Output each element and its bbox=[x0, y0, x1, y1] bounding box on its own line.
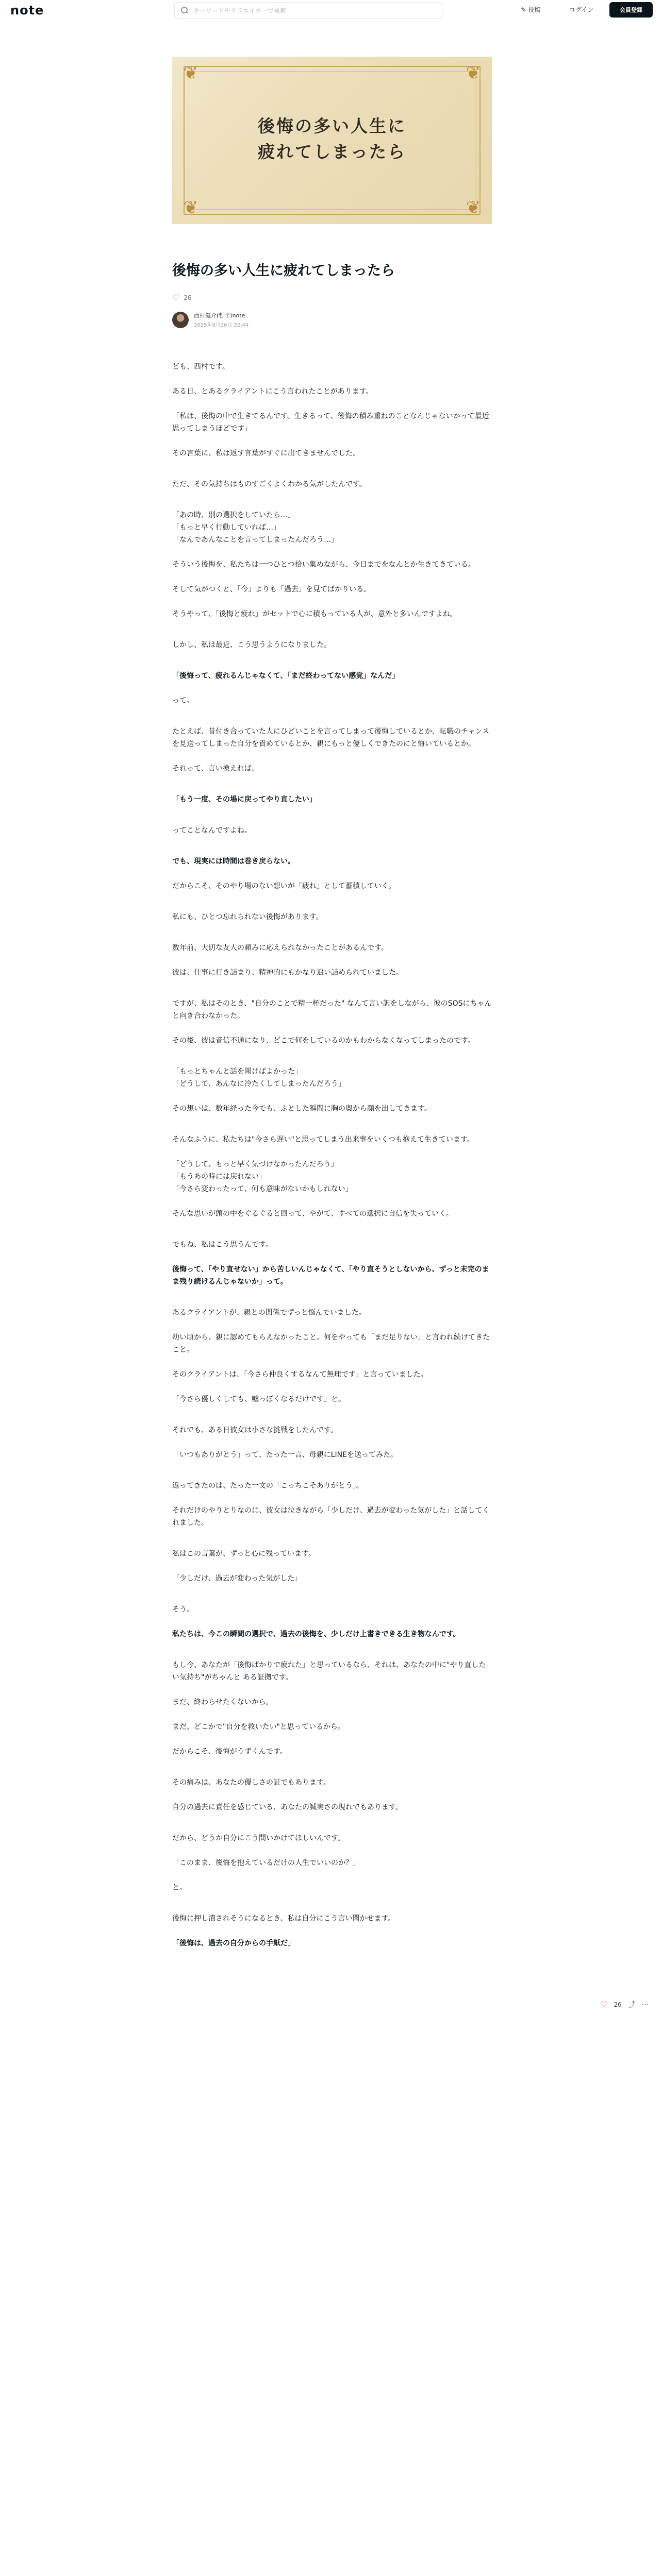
heart-icon[interactable]: ♡ bbox=[172, 293, 180, 302]
paragraph: だからこそ、そのやり場のない想いが「疲れ」として蓄積していく。 bbox=[172, 882, 396, 890]
paragraph: まだ、終わらせたくないから。 bbox=[172, 1698, 273, 1706]
paragraph: 幼い頃から、親に認めてもらえなかったこと。何をやっても「まだ足りない」と言われ続けてきたこと。 bbox=[172, 1333, 490, 1354]
site-header bbox=[0, 0, 662, 22]
paragraph: 返ってきたのは、たった一文の「こっちこそありがとう」。 bbox=[172, 1482, 363, 1490]
search-icon bbox=[181, 7, 188, 14]
article-body bbox=[172, 361, 492, 1962]
paragraph: 「少しだけ、過去が変わった気がした」 bbox=[172, 1574, 302, 1583]
paragraph: その後、彼は音信不通になり、どこで何をしているのかもわからなくなってしまったのです。 bbox=[172, 1037, 475, 1045]
paragraph: 私はこの言葉が、ずっと心に残っています。 bbox=[172, 1550, 316, 1558]
paragraph: って。 bbox=[172, 697, 194, 705]
share-icon[interactable]: ⤴ bbox=[627, 2000, 636, 2009]
paragraph: その言葉に、私は返す言葉がすぐに出てきませんでした。 bbox=[172, 449, 360, 457]
ornament-icon: ❦ bbox=[183, 197, 198, 218]
signup-button[interactable]: 会員登録 bbox=[609, 2, 653, 18]
paragraph: そういう後悔を、私たちは一つひとつ拾い集めながら、今日までをなんとか生きてきている。 bbox=[172, 561, 475, 569]
paragraph: その想いは、数年経った今でも、ふとした瞬間に胸の奥から顔を出してきます。 bbox=[172, 1105, 432, 1113]
paragraph: 「後悔って、疲れるんじゃなくて、「まだ終わってない感覚」なんだ」 bbox=[172, 672, 400, 680]
side-actions bbox=[600, 1999, 649, 2010]
paragraph: しかし、私は最近、こう思うようになりました。 bbox=[172, 641, 331, 649]
paragraph: 「後悔は、過去の自分からの手紙だ」 bbox=[172, 1939, 295, 1947]
paragraph: そんなふうに、私たちは"今さら遅い"と思ってしまう出来事をいくつも抱えて生きています。 bbox=[172, 1136, 474, 1144]
paragraph: 「いつもありがとう」って、たった一言、母親にLINEを送ってみた。 bbox=[172, 1451, 398, 1459]
cover-image bbox=[172, 57, 492, 224]
paragraph: でも、現実には時間は巻き戻らない。 bbox=[172, 857, 295, 866]
more-menu-icon[interactable]: ⋯ bbox=[641, 2000, 649, 2009]
post-label: 投稿 bbox=[528, 6, 541, 13]
paragraph: ですが、私はそのとき、"自分のことで精一杯だった" なんて言い訳をしながら、彼のSOSにちゃんと向き合わなかった。 bbox=[172, 999, 492, 1020]
paragraph: 「もう一度、その場に戻ってやり直したい」 bbox=[172, 795, 317, 804]
paragraph: それって、言い換えれば、 bbox=[172, 765, 259, 773]
search-box[interactable] bbox=[174, 2, 442, 19]
paragraph: 「どうして、もっと早く気づけなかったんだろう」 「もうあの時には戻れない」 「今さら変わったって、何も意味がないかもしれない」 bbox=[172, 1160, 353, 1193]
paragraph: それだけのやりとりなのに、彼女は泣きながら「少しだけ、過去が変わった気がした」と話してくれました。 bbox=[172, 1506, 490, 1527]
ornament-icon: ❦ bbox=[466, 63, 481, 83]
author-name[interactable]: 西村健介(哲学)note bbox=[194, 312, 245, 319]
paragraph: そして気がつくと、「今」よりも「過去」を見てばかりいる。 bbox=[172, 585, 371, 594]
article-title: 後悔の多い人生に疲れてしまったら bbox=[172, 263, 395, 279]
paragraph: あるクライアントが、親との関係でずっと悩んでいました。 bbox=[172, 1309, 366, 1317]
paragraph: そうやって、「後悔と疲れ」がセットで心に積もっている人が、意外と多いんですよね。 bbox=[172, 610, 457, 618]
paragraph: そのクライアントは、「今さら仲良くするなんて無理です」と言っていました。 bbox=[172, 1370, 428, 1379]
ornament-icon: ❦ bbox=[183, 63, 198, 83]
paragraph: そう。 bbox=[172, 1605, 194, 1614]
author-meta bbox=[194, 311, 249, 328]
paragraph: だから、どうか自分にこう問いかけてほしいんです。 bbox=[172, 1834, 345, 1842]
login-link[interactable]: ログイン bbox=[569, 6, 594, 13]
paragraph: ってことなんですよね。 bbox=[172, 826, 252, 835]
paragraph: その痛みは、あなたの優しさの証でもあります。 bbox=[172, 1778, 330, 1787]
ornament-icon: ❦ bbox=[466, 197, 481, 218]
pen-icon: ✎ bbox=[521, 6, 526, 13]
cover-title bbox=[172, 113, 492, 165]
paragraph: そんな思いが頭の中をぐるぐると回って、やがて、すべての選択に自信を失っていく。 bbox=[172, 1210, 453, 1218]
paragraph: と。 bbox=[172, 1884, 187, 1892]
post-button[interactable] bbox=[521, 5, 540, 14]
paragraph: 「あの時、別の選択をしていたら…」 「もっと早く行動していれば…」 「なんであんなことを言ってしまったんだろう…」 bbox=[172, 511, 338, 544]
note-logo[interactable]: note bbox=[10, 3, 44, 18]
author-info[interactable] bbox=[172, 311, 249, 328]
paragraph: 後悔に押し潰されそうになるとき、私は自分にこう言い聞かせます。 bbox=[172, 1914, 395, 1923]
avatar[interactable] bbox=[172, 312, 189, 328]
like-counter[interactable] bbox=[172, 293, 192, 302]
paragraph: だからこそ、後悔がうずくんです。 bbox=[172, 1748, 287, 1756]
paragraph: 後悔って、「やり直せない」から苦しいんじゃなくて、「やり直そうとしないから、ずっと未完のまま残り続けるんじゃないか」って。 bbox=[172, 1265, 489, 1286]
paragraph: 私にも、ひとつ忘れられない後悔があります。 bbox=[172, 913, 323, 921]
paragraph: たとえば、昔付き合っていた人にひどいことを言ってしまって後悔しているとか、転職のチャンスを見送ってしまった自分を責めているとか、親にもっと優しくできたのにと悔いているとか。 bbox=[172, 727, 490, 748]
paragraph: 「今さら優しくしても、嘘っぽくなるだけです」と。 bbox=[172, 1395, 345, 1403]
cover-title-line-1: 後悔の多い人生に bbox=[258, 116, 406, 136]
paragraph: 自分の過去に責任を感じている、あなたの誠実さの現れでもあります。 bbox=[172, 1803, 403, 1811]
cover-title-line-2: 疲れてしまったら bbox=[258, 142, 406, 162]
paragraph: 数年前、大切な友人の頼みに応えられなかったことがあるんです。 bbox=[172, 944, 388, 952]
paragraph: ある日、とあるクライアントにこう言われたことがあります。 bbox=[172, 387, 373, 396]
paragraph: 「このまま、後悔を抱えているだけの人生でいいのか？」 bbox=[172, 1859, 360, 1867]
like-count: 26 bbox=[184, 294, 192, 301]
paragraph: 「私は、後悔の中で生きてるんです。生きるって、後悔の積み重ねのことなんじゃないかって最近思ってしまうほどです」 bbox=[172, 412, 489, 433]
paragraph: それでも、ある日彼女は小さな挑戦をしたんです。 bbox=[172, 1426, 338, 1434]
paragraph: ども、西村です。 bbox=[172, 363, 229, 371]
publish-date: 2025年9月26日 22:44 bbox=[194, 323, 249, 328]
paragraph: 彼は、仕事に行き詰まり、精神的にもかなり追い詰められていました。 bbox=[172, 969, 403, 977]
paragraph: ただ、その気持ちはものすごくよくわかる気がしたんです。 bbox=[172, 480, 367, 488]
paragraph: まだ、どこかで"自分を救いたい"と思っているから。 bbox=[172, 1723, 345, 1731]
side-like-count: 26 bbox=[614, 2001, 622, 2008]
paragraph: 「もっとちゃんと話を聞けばよかった」 「どうして、あんなに冷たくしてしまったんだろう」 bbox=[172, 1067, 345, 1088]
like-heart-icon[interactable]: ♡ bbox=[600, 1999, 608, 2009]
search-input[interactable]: キーワードやクリエイターで検索 bbox=[193, 7, 286, 14]
paragraph: でもね、私はこう思うんです。 bbox=[172, 1241, 273, 1249]
paragraph: もし今、あなたが「後悔ばかりで疲れた」と思っているなら、それは、あなたの中に"やり直したい気持ち"がちゃんと ある証拠です。 bbox=[172, 1661, 486, 1682]
paragraph: 私たちは、今この瞬間の選択で、過去の後悔を、少しだけ上書きできる生き物なんです。 bbox=[172, 1630, 460, 1638]
